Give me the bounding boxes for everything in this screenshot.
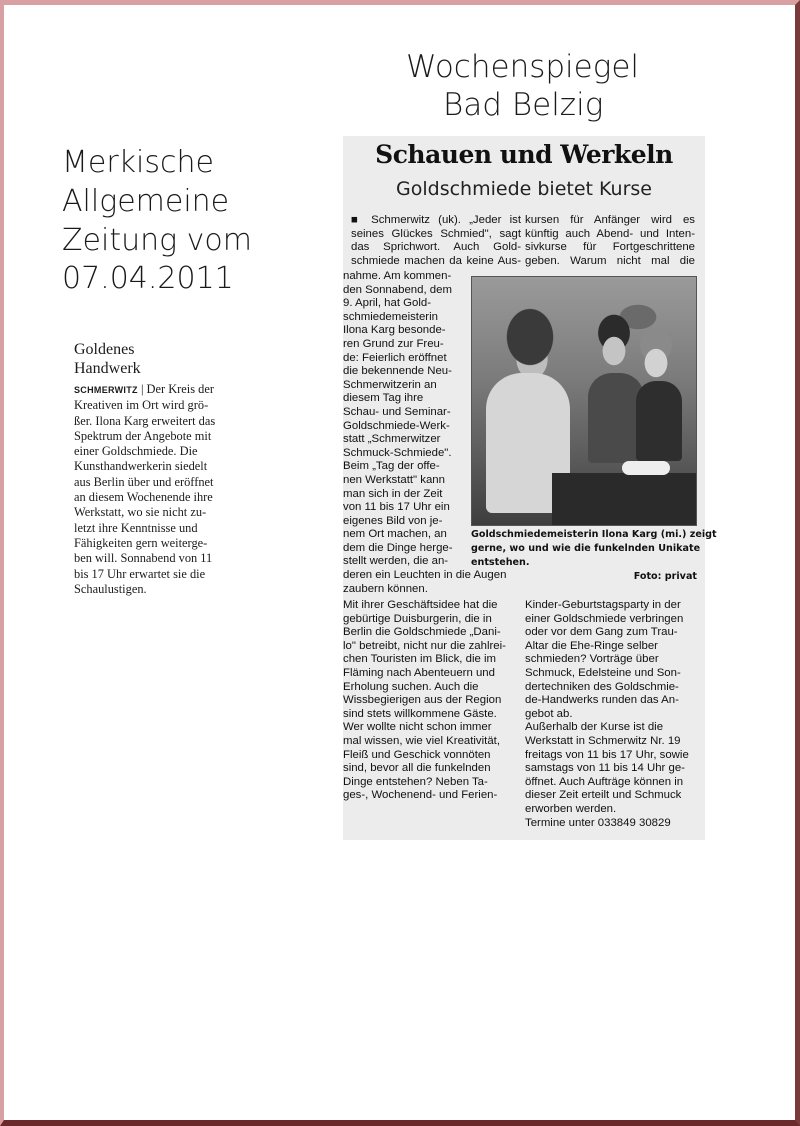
caption-line: gerne, wo und wie die funkelnden Unikate xyxy=(471,543,701,554)
body-line: an diesem Wochenende ihre xyxy=(74,490,213,505)
body-line: seines Glückes Schmied", sagt xyxy=(351,227,521,240)
body-line: nem Ort machen, an xyxy=(343,528,447,541)
body-line: geben. Warum nicht mal die xyxy=(525,254,695,267)
body-line: das Sprichwort. Auch Gold- xyxy=(351,241,521,254)
body-line: den Sonnabend, dem xyxy=(343,283,452,296)
body-line: Kinder-Geburtstagsparty in der xyxy=(525,599,681,611)
source-label-line-2: Bad Belzig xyxy=(443,87,604,123)
photo-workbench xyxy=(552,473,696,525)
body-line: Erholung suchen. Auch die xyxy=(343,680,479,693)
photo-person-right xyxy=(636,381,682,461)
body-line: einer Goldschmiede. Die xyxy=(74,444,198,459)
column-left-bottom xyxy=(343,599,521,803)
body-line: Schaulustigen. xyxy=(74,581,147,596)
main-article-subheadline: Goldschmiede bietet Kurse xyxy=(396,178,652,200)
body-line: ges-, Wochenend- und Ferien- xyxy=(343,789,498,802)
body-line: man sich in der Zeit xyxy=(343,487,443,500)
body-line: Werkstatt, wo sie nicht zu- xyxy=(74,505,207,520)
body-line: mal wissen, wie viel Kreativität, xyxy=(343,734,500,747)
body-line: nen Werkstatt" kann xyxy=(343,473,445,486)
body-line: Beim „Tag der offe- xyxy=(343,460,440,473)
column-left-top xyxy=(351,214,521,268)
body-line: Schmerwitzerin an xyxy=(343,378,437,391)
body-line: Schmuck-Schmiede". xyxy=(343,446,452,459)
body-line: Fleiß und Geschick vonnöten xyxy=(343,748,491,761)
body-line: 9. April, hat Gold- xyxy=(343,297,432,310)
source-label-line-1: Wochenspiegel xyxy=(406,49,640,85)
body-line: die bekennende Neu- xyxy=(343,365,452,378)
body-line: eigenes Bild von je- xyxy=(343,514,443,527)
body-line: | Der Kreis der xyxy=(140,382,214,396)
body-line: Schmuck, Edelsteine und Son- xyxy=(525,666,681,679)
body-line: Spektrum der Angebote mit xyxy=(74,428,212,443)
main-article-clipping xyxy=(343,136,717,840)
body-line: ßer. Ilona Karg erweitert das xyxy=(74,413,216,428)
column-right-bottom xyxy=(525,599,697,830)
body-line: sind stets willkommene Gäste. xyxy=(343,707,497,720)
dateline: SCHMERWITZ xyxy=(74,385,138,395)
caption-line: Goldschmiedemeisterin Ilona Karg (mi.) zeigt xyxy=(471,529,717,540)
body-line: Berlin die Goldschmiede „Dani- xyxy=(343,626,501,639)
body-line: Ilona Karg besonde- xyxy=(343,324,446,337)
body-line: Kunsthandwerkerin siedelt xyxy=(74,459,208,474)
caption-line: entstehen. xyxy=(471,557,530,568)
maz-label-line-3: Zeitung vom xyxy=(62,223,253,258)
body-line: ren Grund zur Freu- xyxy=(343,337,444,350)
body-line: bis 17 Uhr erwartet sie die xyxy=(74,566,206,581)
short-article-clipping xyxy=(74,340,242,597)
photo-lamp xyxy=(622,461,670,475)
body-line: ■ Schmerwitz (uk). „Jeder ist xyxy=(351,214,521,226)
body-line: dertechniken des Goldschmie- xyxy=(525,680,679,693)
photo-credit: Foto: privat xyxy=(633,571,697,582)
contact-line: Termine unter 033849 30829 xyxy=(525,816,671,829)
workshop-photo xyxy=(471,276,697,526)
body-line: Altar die Ehe-Ringe selber xyxy=(525,639,658,652)
body-line: lo" betreibt, nicht nur die zahlrei- xyxy=(343,639,506,652)
body-line: öffnet. Auch Aufträge können in xyxy=(525,775,684,788)
body-line: Außerhalb der Kurse ist die xyxy=(525,721,664,734)
body-line: de: Feierlich eröffnet xyxy=(343,351,447,364)
body-line: kursen für Anfänger wird es xyxy=(525,214,695,226)
body-line: Kreativen im Ort wird grö- xyxy=(74,398,209,413)
body-line: erworben werden. xyxy=(525,802,617,815)
body-line: gebot ab. xyxy=(525,707,573,720)
body-line: gebürtige Duisburgerin, die in xyxy=(343,612,492,625)
body-line: chen Touristen im Blick, die im xyxy=(343,653,496,666)
short-article-body xyxy=(74,382,242,597)
body-line: oder vor dem Gang zum Trau- xyxy=(525,626,678,639)
body-line: samstags von 11 bis 14 Uhr ge- xyxy=(525,762,685,775)
body-line: freitags von 11 bis 17 Uhr, sowie xyxy=(525,748,689,761)
body-line: sivkurse für Fortgeschrittene xyxy=(525,241,695,254)
column-right-top xyxy=(525,214,695,268)
body-line: Schau- und Seminar- xyxy=(343,405,451,418)
body-line: statt „Schmerwitzer xyxy=(343,433,441,446)
body-line: dem die Dinge herge- xyxy=(343,541,453,554)
body-line: aus Berlin über und eröffnet xyxy=(74,474,214,489)
photo-caption xyxy=(471,528,717,584)
body-line: stellt werden, die an- xyxy=(343,555,449,568)
body-line: zaubern können. xyxy=(343,582,428,595)
maz-label-line-1: Merkische xyxy=(62,145,214,180)
main-article-headline: Schauen und Werkeln xyxy=(375,140,673,169)
body-line: Mit ihrer Geschäftsidee hat die xyxy=(343,599,498,611)
body-line: schmiede machen da keine Aus- xyxy=(351,254,521,267)
body-line: sind, bevor all die funkelnden xyxy=(343,762,491,775)
body-line: Dinge entstehen? Neben Ta- xyxy=(343,775,488,788)
body-line: künftig auch Abend- und Inten- xyxy=(525,227,695,240)
maz-label-date: 07.04.2011 xyxy=(62,261,234,296)
maz-label-line-2: Allgemeine xyxy=(62,184,230,219)
headline-line: Handwerk xyxy=(74,360,141,377)
body-line: nahme. Am kommen- xyxy=(343,270,452,282)
body-line: Goldschmiede-Werk- xyxy=(343,419,450,432)
body-line: Fläming nach Abenteuern und xyxy=(343,666,495,679)
body-line: diesem Tag ihre xyxy=(343,392,424,405)
body-line: Wissbegierigen aus der Region xyxy=(343,694,502,707)
headline-line: Goldenes xyxy=(74,341,135,358)
body-line: Fähigkeiten gern weiterge- xyxy=(74,535,208,550)
body-line: von 11 bis 17 Uhr ein xyxy=(343,501,450,514)
body-line: dieser Zeit erteilt und Schmuck xyxy=(525,789,682,802)
body-line: ben will. Sonnabend von 11 xyxy=(74,551,213,566)
body-line: deren ein Leuchten in die Augen xyxy=(343,569,507,582)
body-line: Wer wollte nicht schon immer xyxy=(343,721,492,734)
short-article-headline xyxy=(74,340,242,378)
body-line: einer Goldschmiede verbringen xyxy=(525,612,684,625)
body-line: Werkstatt in Schmerwitz Nr. 19 xyxy=(525,734,681,747)
body-line: schmiedemeisterin xyxy=(343,310,438,323)
body-line: schmieden? Vorträge über xyxy=(525,653,659,666)
body-line: de-Handwerks runden das An- xyxy=(525,694,679,707)
body-line: letzt ihre Kenntnisse und xyxy=(74,520,198,535)
